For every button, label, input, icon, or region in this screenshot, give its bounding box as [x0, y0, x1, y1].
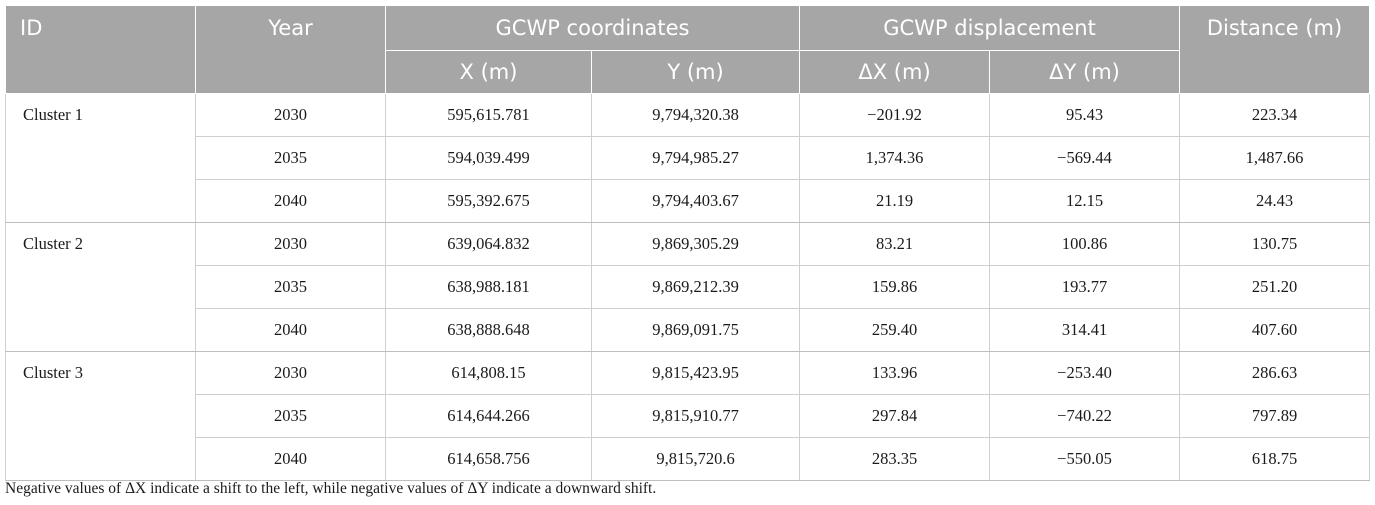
table-row: [6, 223, 1370, 266]
cell-x: 614,808.15: [386, 352, 592, 395]
cell-dx: 83.21: [800, 223, 990, 266]
header-y: Y (m): [592, 51, 800, 94]
header-id: ID: [6, 6, 196, 94]
header-gcwp-coordinates: GCWP coordinates: [386, 6, 800, 51]
cell-distance: 407.60: [1180, 309, 1370, 352]
cell-year: 2030: [196, 223, 386, 266]
cluster-id: Cluster 3: [6, 352, 196, 481]
cell-dy: 314.41: [990, 309, 1180, 352]
table-row: [6, 94, 1370, 137]
header-x: X (m): [386, 51, 592, 94]
gcwp-table: [5, 5, 1370, 481]
table-row: [6, 180, 1370, 223]
table-row: [6, 438, 1370, 481]
cell-distance: 223.34: [1180, 94, 1370, 137]
cell-dy: 193.77: [990, 266, 1180, 309]
cell-x: 638,888.648: [386, 309, 592, 352]
cell-y: 9,815,720.6: [592, 438, 800, 481]
table-body: [6, 94, 1370, 481]
cell-year: 2040: [196, 180, 386, 223]
cell-y: 9,815,910.77: [592, 395, 800, 438]
table-row: [6, 395, 1370, 438]
cell-dx: −201.92: [800, 94, 990, 137]
cell-x: 614,644.266: [386, 395, 592, 438]
header-dx: ΔX (m): [800, 51, 990, 94]
cluster-id: Cluster 2: [6, 223, 196, 352]
table-row: [6, 137, 1370, 180]
cell-dx: 297.84: [800, 395, 990, 438]
cell-year: 2035: [196, 137, 386, 180]
header-year: Year: [196, 6, 386, 94]
cell-dx: 259.40: [800, 309, 990, 352]
cell-y: 9,794,985.27: [592, 137, 800, 180]
cell-x: 595,392.675: [386, 180, 592, 223]
cell-dy: −253.40: [990, 352, 1180, 395]
table-header: [6, 6, 1370, 94]
cell-x: 614,658.756: [386, 438, 592, 481]
cell-x: 639,064.832: [386, 223, 592, 266]
table-row: [6, 352, 1370, 395]
cell-dy: −569.44: [990, 137, 1180, 180]
table-row: [6, 309, 1370, 352]
cell-year: 2035: [196, 395, 386, 438]
cell-year: 2030: [196, 94, 386, 137]
cell-year: 2030: [196, 352, 386, 395]
cell-year: 2040: [196, 309, 386, 352]
cell-distance: 1,487.66: [1180, 137, 1370, 180]
cell-distance: 24.43: [1180, 180, 1370, 223]
cell-dx: 283.35: [800, 438, 990, 481]
cell-distance: 797.89: [1180, 395, 1370, 438]
cell-dy: −550.05: [990, 438, 1180, 481]
cell-y: 9,794,320.38: [592, 94, 800, 137]
table-footnote: Negative values of ΔX indicate a shift to the left, while negative values of ΔY indicate a downward shift.: [5, 480, 657, 497]
cell-dx: 21.19: [800, 180, 990, 223]
cell-y: 9,869,212.39: [592, 266, 800, 309]
cell-dy: 95.43: [990, 94, 1180, 137]
header-gcwp-displacement: GCWP displacement: [800, 6, 1180, 51]
cell-dx: 1,374.36: [800, 137, 990, 180]
cell-dx: 133.96: [800, 352, 990, 395]
cell-distance: 286.63: [1180, 352, 1370, 395]
cell-distance: 130.75: [1180, 223, 1370, 266]
cell-dy: 12.15: [990, 180, 1180, 223]
cluster-id: Cluster 1: [6, 94, 196, 223]
cell-distance: 618.75: [1180, 438, 1370, 481]
cell-year: 2040: [196, 438, 386, 481]
header-dy: ΔY (m): [990, 51, 1180, 94]
cell-x: 638,988.181: [386, 266, 592, 309]
cell-y: 9,869,091.75: [592, 309, 800, 352]
cell-x: 594,039.499: [386, 137, 592, 180]
header-distance: Distance (m): [1180, 6, 1370, 94]
cell-year: 2035: [196, 266, 386, 309]
cell-y: 9,869,305.29: [592, 223, 800, 266]
cell-y: 9,794,403.67: [592, 180, 800, 223]
table-row: [6, 266, 1370, 309]
gcwp-table-container: [5, 5, 1369, 481]
cell-y: 9,815,423.95: [592, 352, 800, 395]
cell-distance: 251.20: [1180, 266, 1370, 309]
cell-dy: −740.22: [990, 395, 1180, 438]
cell-x: 595,615.781: [386, 94, 592, 137]
cell-dx: 159.86: [800, 266, 990, 309]
cell-dy: 100.86: [990, 223, 1180, 266]
